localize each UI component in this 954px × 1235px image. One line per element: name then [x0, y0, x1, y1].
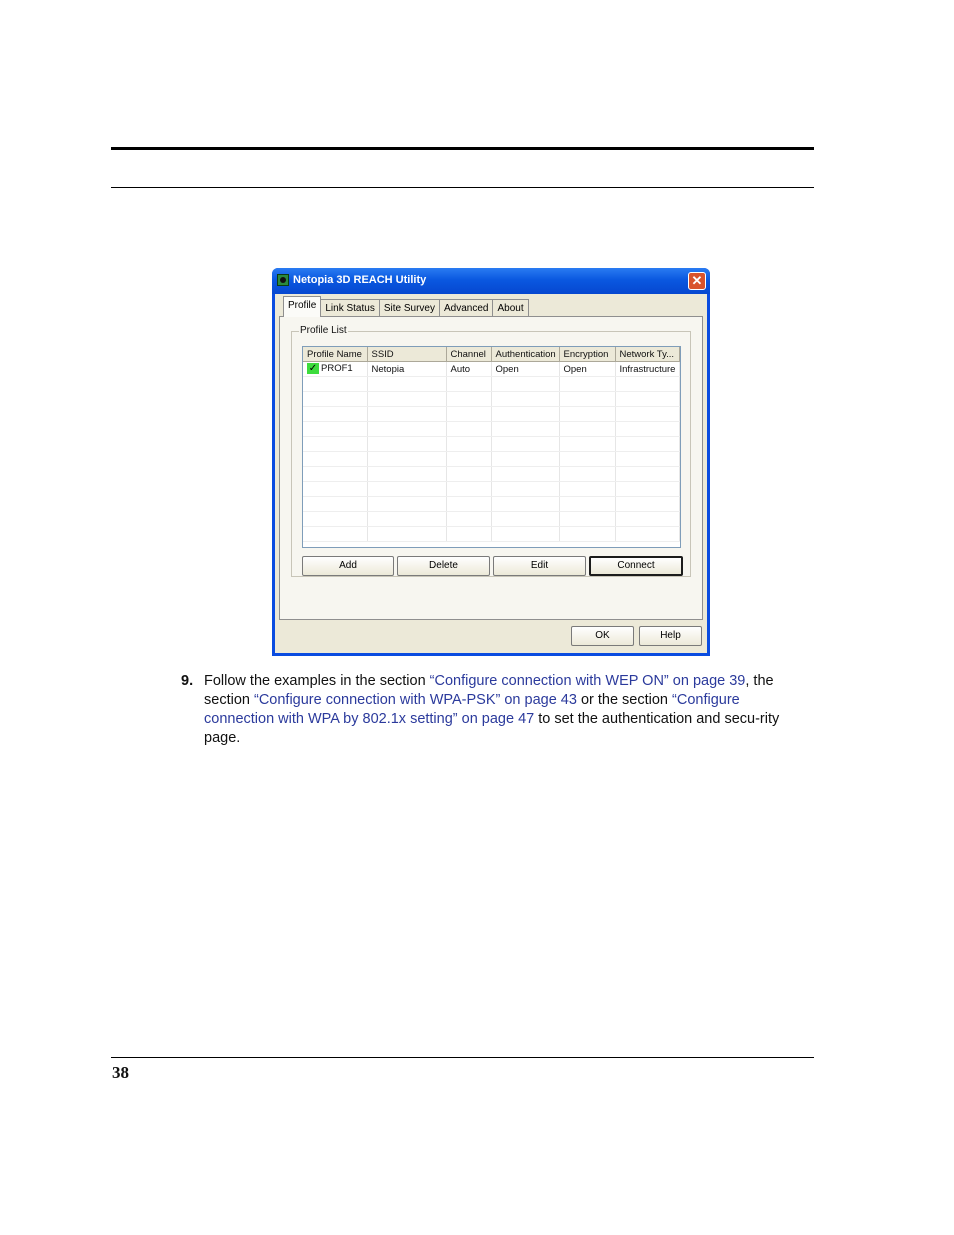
empty-row [303, 512, 679, 527]
tab-site-survey[interactable]: Site Survey [379, 299, 440, 317]
app-icon [277, 274, 289, 286]
ok-button[interactable]: OK [571, 626, 634, 646]
link-wep-on[interactable]: “Configure connection with WEP ON” on page 39 [429, 673, 746, 689]
column-header-network-type[interactable]: Network Ty... [615, 347, 679, 362]
column-header-authentication[interactable]: Authentication [491, 347, 559, 362]
empty-row [303, 482, 679, 497]
tab-advanced[interactable]: Advanced [439, 299, 493, 317]
profile-table [303, 347, 680, 542]
cell-ssid: Netopia [367, 362, 446, 377]
step-number: 9. [181, 673, 194, 689]
tab-link-status[interactable]: Link Status [320, 299, 379, 317]
profile-name: PROF1 [321, 363, 353, 375]
empty-row [303, 467, 679, 482]
header-rule-thick [111, 147, 814, 150]
profile-list-group [291, 325, 691, 577]
step-text-part: , the section [204, 673, 774, 708]
empty-row [303, 422, 679, 437]
step-text-part: Follow the examples in the section [204, 673, 430, 689]
delete-button[interactable]: Delete [397, 556, 490, 576]
cell-authentication: Open [491, 362, 559, 377]
step-text-part: to set the authentication and secu-rity page. [204, 711, 780, 746]
header-row [303, 347, 679, 362]
empty-row [303, 527, 679, 542]
tab-strip [283, 299, 528, 317]
window-title: Netopia 3D REACH Utility [293, 274, 427, 286]
utility-window [272, 268, 710, 656]
cell-profile-name [303, 362, 367, 377]
tab-about[interactable]: About [492, 299, 528, 317]
column-header-ssid[interactable]: SSID [367, 347, 446, 362]
empty-row [303, 392, 679, 407]
group-label: Profile List [300, 325, 347, 336]
step-text-part: or the section [576, 692, 673, 708]
close-button[interactable]: ✕ [688, 272, 706, 290]
connect-button[interactable]: Connect [589, 556, 683, 576]
link-wpa-802-1x[interactable]: “Configure connection with WPA by 802.1x setting” on page 47 [204, 692, 740, 727]
profile-button-row [302, 556, 684, 576]
empty-row [303, 407, 679, 422]
cell-network-type: Infrastructure [615, 362, 679, 377]
link-wpa-psk[interactable]: “Configure connection with WPA-PSK” on page 43 [253, 692, 577, 708]
cell-channel: Auto [446, 362, 491, 377]
table-row[interactable] [303, 362, 679, 377]
edit-button[interactable]: Edit [493, 556, 586, 576]
empty-row [303, 452, 679, 467]
empty-row [303, 437, 679, 452]
help-button[interactable]: Help [639, 626, 702, 646]
column-header-channel[interactable]: Channel [446, 347, 491, 362]
add-button[interactable]: Add [302, 556, 394, 576]
column-header-profile-name[interactable]: Profile Name [303, 347, 367, 362]
footer-rule [111, 1057, 814, 1058]
empty-row [303, 377, 679, 392]
profile-tab-panel [279, 316, 703, 620]
title-bar[interactable] [272, 268, 710, 294]
step-text [204, 672, 807, 748]
column-header-encryption[interactable]: Encryption [559, 347, 615, 362]
header-rule-thin [111, 187, 814, 188]
profile-list[interactable] [302, 346, 681, 548]
step-9 [181, 672, 807, 748]
tab-profile[interactable]: Profile [283, 296, 321, 317]
window-client [275, 294, 707, 653]
cell-encryption: Open [559, 362, 615, 377]
empty-row [303, 497, 679, 512]
page-number: 38 [112, 1063, 129, 1082]
active-check-icon: ✓ [308, 363, 318, 375]
